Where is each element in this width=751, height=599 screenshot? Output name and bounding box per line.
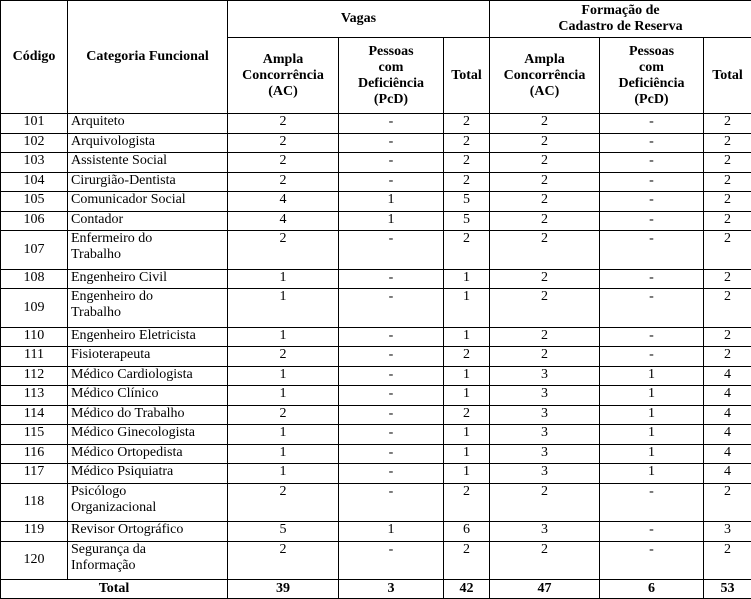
vagas-total-cell: 2 bbox=[444, 231, 490, 270]
categoria-cell: Médico do Trabalho bbox=[68, 405, 228, 425]
reserva-ampla-cell: 2 bbox=[490, 347, 600, 367]
vagas-pcd-cell: - bbox=[339, 444, 444, 464]
header-row-1 bbox=[1, 1, 751, 38]
reserva-total-cell: 2 bbox=[704, 231, 751, 270]
codigo-cell: 101 bbox=[1, 114, 68, 134]
vagas-ampla-cell: 2 bbox=[228, 133, 339, 153]
categoria-cell: Arquivologista bbox=[68, 133, 228, 153]
vagas-pcd-cell: - bbox=[339, 289, 444, 328]
vagas-ampla-cell: 1 bbox=[228, 327, 339, 347]
vagas-total-cell: 1 bbox=[444, 327, 490, 347]
categoria-cell: Médico Ortopedista bbox=[68, 444, 228, 464]
reserva-ampla-cell: 3 bbox=[490, 522, 600, 542]
table-row bbox=[1, 231, 751, 270]
table-body bbox=[1, 114, 751, 580]
totals-reserva-ampla: 47 bbox=[490, 580, 600, 599]
vagas-ampla-cell: 1 bbox=[228, 386, 339, 406]
reserva-pcd-cell: - bbox=[600, 269, 704, 289]
reserva-pcd-cell: - bbox=[600, 522, 704, 542]
vagas-ampla-cell: 1 bbox=[228, 289, 339, 328]
vagas-pcd-cell: 1 bbox=[339, 522, 444, 542]
reserva-pcd-cell: - bbox=[600, 172, 704, 192]
categoria-cell: Engenheiro do Trabalho bbox=[68, 289, 228, 328]
codigo-cell: 119 bbox=[1, 522, 68, 542]
reserva-pcd-cell: 1 bbox=[600, 405, 704, 425]
table-row bbox=[1, 211, 751, 231]
categoria-cell: Segurança da Informação bbox=[68, 541, 228, 580]
vagas-ampla-cell: 2 bbox=[228, 172, 339, 192]
vagas-ampla-cell: 1 bbox=[228, 269, 339, 289]
reserva-total-cell: 2 bbox=[704, 269, 751, 289]
reserva-pcd-cell: - bbox=[600, 327, 704, 347]
codigo-cell: 111 bbox=[1, 347, 68, 367]
reserva-total-cell: 2 bbox=[704, 211, 751, 231]
reserva-total-cell: 2 bbox=[704, 153, 751, 173]
totals-reserva-pcd: 6 bbox=[600, 580, 704, 599]
reserva-ampla-cell: 2 bbox=[490, 192, 600, 212]
reserva-total-cell: 4 bbox=[704, 386, 751, 406]
categoria-cell: Enfermeiro do Trabalho bbox=[68, 231, 228, 270]
codigo-cell: 103 bbox=[1, 153, 68, 173]
vagas-total-cell: 1 bbox=[444, 386, 490, 406]
totals-vagas-total: 42 bbox=[444, 580, 490, 599]
vagas-total-cell: 2 bbox=[444, 483, 490, 522]
reserva-total-cell: 3 bbox=[704, 522, 751, 542]
table-row bbox=[1, 405, 751, 425]
reserva-total-cell: 4 bbox=[704, 444, 751, 464]
codigo-cell: 113 bbox=[1, 386, 68, 406]
vagas-total-cell: 1 bbox=[444, 464, 490, 484]
vagas-total-cell: 1 bbox=[444, 289, 490, 328]
totals-row bbox=[1, 580, 751, 599]
reserva-ampla-cell: 2 bbox=[490, 133, 600, 153]
reserva-total-cell: 4 bbox=[704, 425, 751, 445]
vagas-total-cell: 1 bbox=[444, 269, 490, 289]
reserva-ampla-cell: 2 bbox=[490, 211, 600, 231]
codigo-cell: 116 bbox=[1, 444, 68, 464]
reserva-ampla-cell: 3 bbox=[490, 366, 600, 386]
categoria-cell: Arquiteto bbox=[68, 114, 228, 134]
vagas-ampla-cell: 2 bbox=[228, 347, 339, 367]
header-reserva-total: Total bbox=[704, 38, 751, 114]
table-row bbox=[1, 366, 751, 386]
reserva-pcd-cell: 1 bbox=[600, 425, 704, 445]
vagas-ampla-cell: 2 bbox=[228, 405, 339, 425]
vagas-total-cell: 2 bbox=[444, 347, 490, 367]
reserva-total-cell: 2 bbox=[704, 172, 751, 192]
vagas-total-cell: 5 bbox=[444, 211, 490, 231]
reserva-total-cell: 4 bbox=[704, 405, 751, 425]
categoria-cell: Cirurgião-Dentista bbox=[68, 172, 228, 192]
codigo-cell: 120 bbox=[1, 541, 68, 580]
vagas-ampla-cell: 1 bbox=[228, 366, 339, 386]
reserva-ampla-cell: 3 bbox=[490, 386, 600, 406]
header-vagas: Vagas bbox=[228, 1, 490, 38]
vagas-pcd-cell: - bbox=[339, 347, 444, 367]
table-row bbox=[1, 289, 751, 328]
header-vagas-pcd: Pessoas com Deficiência (PcD) bbox=[339, 38, 444, 114]
codigo-cell: 104 bbox=[1, 172, 68, 192]
categoria-cell: Comunicador Social bbox=[68, 192, 228, 212]
vagas-total-cell: 2 bbox=[444, 153, 490, 173]
vagas-pcd-cell: - bbox=[339, 541, 444, 580]
vagas-ampla-cell: 2 bbox=[228, 153, 339, 173]
reserva-pcd-cell: - bbox=[600, 211, 704, 231]
table-row bbox=[1, 386, 751, 406]
header-reserva-ampla: Ampla Concorrência (AC) bbox=[490, 38, 600, 114]
codigo-cell: 107 bbox=[1, 231, 68, 270]
reserva-pcd-cell: - bbox=[600, 231, 704, 270]
reserva-ampla-cell: 3 bbox=[490, 405, 600, 425]
header-reserva-pcd: Pessoas com Deficiência (PcD) bbox=[600, 38, 704, 114]
vagas-total-cell: 6 bbox=[444, 522, 490, 542]
vagas-pcd-cell: - bbox=[339, 386, 444, 406]
codigo-cell: 115 bbox=[1, 425, 68, 445]
categoria-cell: Médico Psiquiatra bbox=[68, 464, 228, 484]
vagas-total-cell: 5 bbox=[444, 192, 490, 212]
vagas-pcd-cell: 1 bbox=[339, 211, 444, 231]
reserva-ampla-cell: 2 bbox=[490, 231, 600, 270]
codigo-cell: 118 bbox=[1, 483, 68, 522]
table-row bbox=[1, 114, 751, 134]
vagas-pcd-cell: - bbox=[339, 366, 444, 386]
reserva-ampla-cell: 3 bbox=[490, 425, 600, 445]
reserva-total-cell: 2 bbox=[704, 192, 751, 212]
codigo-cell: 110 bbox=[1, 327, 68, 347]
reserva-pcd-cell: - bbox=[600, 483, 704, 522]
header-categoria: Categoria Funcional bbox=[68, 1, 228, 114]
table-row bbox=[1, 269, 751, 289]
reserva-ampla-cell: 2 bbox=[490, 172, 600, 192]
vagas-pcd-cell: - bbox=[339, 114, 444, 134]
vagas-pcd-cell: - bbox=[339, 483, 444, 522]
reserva-total-cell: 2 bbox=[704, 483, 751, 522]
vagas-ampla-cell: 1 bbox=[228, 425, 339, 445]
vagas-ampla-cell: 2 bbox=[228, 483, 339, 522]
reserva-total-cell: 2 bbox=[704, 541, 751, 580]
table-row bbox=[1, 133, 751, 153]
vagas-total-cell: 1 bbox=[444, 366, 490, 386]
reserva-total-cell: 4 bbox=[704, 464, 751, 484]
reserva-pcd-cell: - bbox=[600, 347, 704, 367]
table-row bbox=[1, 444, 751, 464]
vagas-ampla-cell: 2 bbox=[228, 114, 339, 134]
reserva-pcd-cell: - bbox=[600, 153, 704, 173]
reserva-pcd-cell: - bbox=[600, 114, 704, 134]
reserva-ampla-cell: 3 bbox=[490, 464, 600, 484]
categoria-cell: Fisioterapeuta bbox=[68, 347, 228, 367]
reserva-ampla-cell: 3 bbox=[490, 444, 600, 464]
reserva-pcd-cell: - bbox=[600, 192, 704, 212]
reserva-pcd-cell: 1 bbox=[600, 386, 704, 406]
reserva-total-cell: 2 bbox=[704, 327, 751, 347]
vagas-pcd-cell: - bbox=[339, 327, 444, 347]
vagas-total-cell: 1 bbox=[444, 444, 490, 464]
reserva-pcd-cell: 1 bbox=[600, 444, 704, 464]
table-row bbox=[1, 541, 751, 580]
reserva-ampla-cell: 2 bbox=[490, 153, 600, 173]
codigo-cell: 112 bbox=[1, 366, 68, 386]
reserva-pcd-cell: 1 bbox=[600, 366, 704, 386]
totals-reserva-total: 53 bbox=[704, 580, 751, 599]
reserva-ampla-cell: 2 bbox=[490, 327, 600, 347]
categoria-cell: Revisor Ortográfico bbox=[68, 522, 228, 542]
codigo-cell: 106 bbox=[1, 211, 68, 231]
categoria-cell: Engenheiro Civil bbox=[68, 269, 228, 289]
header-vagas-total: Total bbox=[444, 38, 490, 114]
table-row bbox=[1, 192, 751, 212]
reserva-pcd-cell: - bbox=[600, 541, 704, 580]
reserva-pcd-cell: 1 bbox=[600, 464, 704, 484]
reserva-ampla-cell: 2 bbox=[490, 289, 600, 328]
vagas-total-cell: 2 bbox=[444, 405, 490, 425]
reserva-total-cell: 2 bbox=[704, 347, 751, 367]
table-row bbox=[1, 464, 751, 484]
reserva-ampla-cell: 2 bbox=[490, 269, 600, 289]
codigo-cell: 102 bbox=[1, 133, 68, 153]
reserva-pcd-cell: - bbox=[600, 133, 704, 153]
categoria-cell: Assistente Social bbox=[68, 153, 228, 173]
codigo-cell: 105 bbox=[1, 192, 68, 212]
table-row bbox=[1, 425, 751, 445]
reserva-pcd-cell: - bbox=[600, 289, 704, 328]
codigo-cell: 108 bbox=[1, 269, 68, 289]
totals-vagas-pcd: 3 bbox=[339, 580, 444, 599]
categoria-cell: Contador bbox=[68, 211, 228, 231]
vagas-pcd-cell: 1 bbox=[339, 192, 444, 212]
categoria-cell: Engenheiro Eletricista bbox=[68, 327, 228, 347]
vagas-ampla-cell: 5 bbox=[228, 522, 339, 542]
table-row bbox=[1, 153, 751, 173]
header-codigo: Código bbox=[1, 1, 68, 114]
totals-label: Total bbox=[1, 580, 228, 599]
reserva-total-cell: 4 bbox=[704, 366, 751, 386]
reserva-total-cell: 2 bbox=[704, 289, 751, 328]
reserva-total-cell: 2 bbox=[704, 114, 751, 134]
vagas-total-cell: 2 bbox=[444, 114, 490, 134]
vagas-total-cell: 2 bbox=[444, 133, 490, 153]
categoria-cell: Psicólogo Organizacional bbox=[68, 483, 228, 522]
vagas-pcd-cell: - bbox=[339, 425, 444, 445]
categoria-cell: Médico Clínico bbox=[68, 386, 228, 406]
codigo-cell: 109 bbox=[1, 289, 68, 328]
totals-vagas-ampla: 39 bbox=[228, 580, 339, 599]
vagas-ampla-cell: 4 bbox=[228, 192, 339, 212]
codigo-cell: 117 bbox=[1, 464, 68, 484]
reserva-ampla-cell: 2 bbox=[490, 114, 600, 134]
vagas-ampla-cell: 2 bbox=[228, 231, 339, 270]
categoria-cell: Médico Cardiologista bbox=[68, 366, 228, 386]
table-row bbox=[1, 522, 751, 542]
vagas-ampla-cell: 1 bbox=[228, 464, 339, 484]
table-row bbox=[1, 327, 751, 347]
vagas-total-cell: 1 bbox=[444, 425, 490, 445]
reserva-total-cell: 2 bbox=[704, 133, 751, 153]
vagas-pcd-cell: - bbox=[339, 405, 444, 425]
categoria-cell: Médico Ginecologista bbox=[68, 425, 228, 445]
vagas-ampla-cell: 1 bbox=[228, 444, 339, 464]
vagas-total-cell: 2 bbox=[444, 172, 490, 192]
codigo-cell: 114 bbox=[1, 405, 68, 425]
vagas-pcd-cell: - bbox=[339, 464, 444, 484]
vagas-pcd-cell: - bbox=[339, 153, 444, 173]
table-row bbox=[1, 483, 751, 522]
table-row bbox=[1, 347, 751, 367]
vagas-pcd-cell: - bbox=[339, 133, 444, 153]
header-formacao: Formação de Cadastro de Reserva bbox=[490, 1, 751, 38]
vagas-pcd-cell: - bbox=[339, 231, 444, 270]
vagas-ampla-cell: 4 bbox=[228, 211, 339, 231]
vagas-ampla-cell: 2 bbox=[228, 541, 339, 580]
reserva-ampla-cell: 2 bbox=[490, 541, 600, 580]
vagas-total-cell: 2 bbox=[444, 541, 490, 580]
table-row bbox=[1, 172, 751, 192]
header-vagas-ampla: Ampla Concorrência (AC) bbox=[228, 38, 339, 114]
vagas-pcd-cell: - bbox=[339, 269, 444, 289]
vagas-pcd-cell: - bbox=[339, 172, 444, 192]
reserva-ampla-cell: 2 bbox=[490, 483, 600, 522]
